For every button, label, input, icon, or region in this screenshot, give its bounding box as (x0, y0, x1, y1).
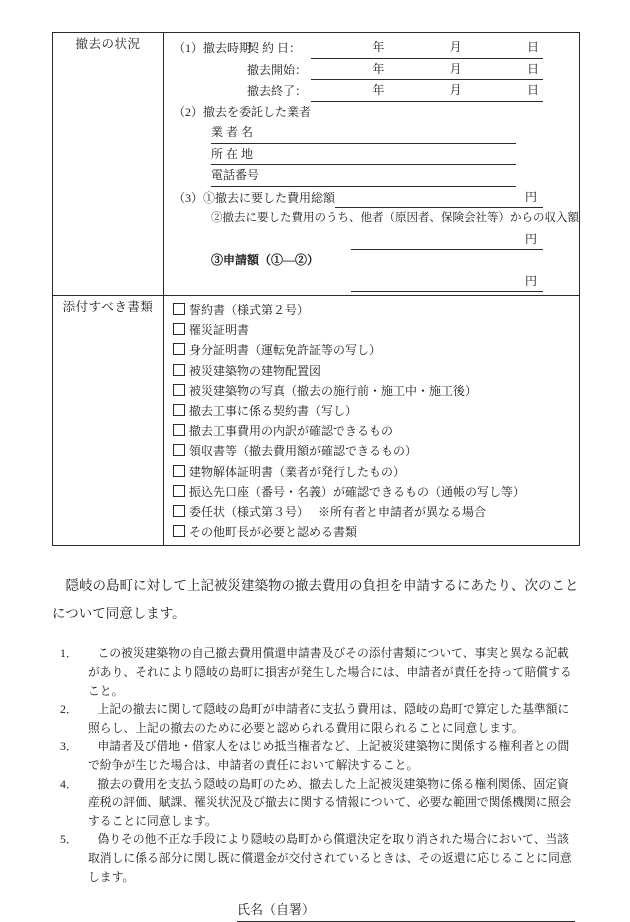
item-text: 上記の撤去に関して隠岐の島町が申請者に支払う費用は、隠岐の島町で算定した基準額に照らし、上記の撤去のために必要と認められる費用に限られることに同意します。 (88, 702, 570, 735)
item-number: 1． (60, 646, 78, 661)
day-unit: 日 (526, 61, 539, 76)
item-text: 撤去の費用を支払う隠岐の島町のため、撤去した上記被災建築物に係る権利関係、固定資産税の評価、賦課、罹災状況及び撤去に関する情報について、必要な範囲で関係機関に照会することに同意します。 (88, 776, 572, 828)
checkbox-icon (173, 525, 185, 537)
application-amount-blank: 円 (351, 271, 543, 293)
checklist-item: 被災建築物の写真（撤去の施行前・施工中・施工後） (173, 381, 571, 401)
checklist-item: 撤去工事費用の内訳が確認できるもの (173, 421, 571, 441)
checklist-item: その他町長が必要と認める書類 (173, 522, 571, 542)
checkbox-icon (173, 384, 185, 396)
attachments-row (53, 296, 580, 546)
checklist-item: 罹災証明書 (173, 320, 571, 340)
contractor-name-field: 業 者 名 (173, 122, 571, 144)
removal-start-blank (311, 59, 543, 81)
removal-end-label: 撤去終了： (247, 84, 308, 98)
item-number: 3． (60, 739, 78, 754)
year-unit: 年 (372, 83, 385, 97)
signature-line (237, 900, 575, 922)
contract-date-label: 契 約 日： (247, 41, 302, 55)
month-unit: 月 (449, 83, 462, 97)
consent-item (52, 737, 580, 774)
other-income-blank: 円 (351, 229, 543, 251)
month-unit: 月 (449, 61, 462, 76)
row-header-attachments: 添付すべき書類 (53, 296, 164, 546)
section1-prefix: （1）撤去時期 (173, 41, 252, 55)
checkbox-icon (173, 444, 185, 456)
removal-status-content (164, 33, 580, 296)
checklist-item: 撤去工事に係る契約書（写し） (173, 401, 571, 421)
consent-list (52, 644, 580, 886)
removal-start-line (173, 59, 571, 81)
removal-start-label: 撤去開始： (247, 62, 308, 77)
consent-item (52, 700, 580, 737)
checkbox-icon (173, 505, 185, 517)
removal-status-row (53, 33, 580, 296)
checklist-item: 委任状（様式第３号） ※所有者と申請者が異なる場合 (173, 502, 571, 522)
total-cost-line (173, 187, 571, 209)
checkbox-icon (173, 465, 185, 477)
application-amount-label-line: ③申請額（①―②） (211, 253, 320, 267)
checklist-item: 被災建築物の建物配置図 (173, 361, 571, 381)
checkbox-icon (173, 303, 185, 315)
checklist-item: 建物解体証明書（業者が発行したもの） (173, 462, 571, 482)
checkbox-icon (173, 323, 185, 335)
consent-item (52, 830, 580, 886)
section2-heading: （2）撤去を委託した業者 (173, 104, 312, 119)
year-unit: 年 (372, 61, 385, 76)
checklist-item: 領収書等（撤去費用額が確認できるもの） (173, 441, 571, 461)
total-cost-blank: 円 (335, 187, 543, 209)
item-number: 2． (60, 702, 78, 717)
checklist-item: 誓約書（様式第２号） (173, 300, 571, 320)
checkbox-icon (173, 343, 185, 355)
day-unit: 日 (526, 40, 539, 54)
removal-end-blank (311, 80, 543, 102)
checkbox-icon (173, 404, 185, 416)
item-text: 偽りその他不正な手段により隠岐の島町から償還決定を取り消された場合において、当該取消しに係る部分に関し既に償還金が交付されているときは、その返還に応じることに同意します。 (88, 832, 572, 884)
checklist-item: 身分証明書（運転免許証等の写し） (173, 340, 571, 360)
item-text: 申請者及び借地・借家人をはじめ抵当権者など、上記被災建築物に関係する権利者との間で紛争が生じた場合は、申請者の責任において解決すること。 (88, 739, 570, 772)
total-cost-label: （3）①撤去に要した費用総額 (173, 190, 336, 205)
item-text: この被災建築物の自己撤去費用償還申請書及びその添付書類について、事実と異なる記載があり、それにより隠岐の島町に損害が発生した場合には、申請者が責任を持って賠償すること。 (88, 646, 572, 698)
attachments-content (164, 296, 580, 546)
month-unit: 月 (449, 40, 462, 54)
other-income-amount-line (173, 229, 571, 251)
item-number: 4． (60, 776, 78, 791)
contract-date-line (173, 37, 571, 59)
removal-form-table (52, 32, 580, 546)
row-header-removal-status: 撤去の状況 (53, 33, 164, 296)
other-income-label-line: ②撤去に要した費用のうち、他者（原因者、保険会社等）からの収入額 (211, 212, 579, 224)
consent-item (52, 775, 580, 831)
contractor-phone-field: 電話番号 (173, 165, 571, 187)
contract-date-blank (311, 37, 543, 59)
item-number: 5． (60, 832, 78, 847)
consent-intro: 隠岐の島町に対して上記被災建築物の撤去費用の負担を申請するにあたり、次のことについて同意します。 (52, 578, 579, 622)
checkbox-icon (173, 485, 185, 497)
signature-label: 氏名（自署） (237, 902, 316, 918)
day-unit: 日 (526, 83, 539, 97)
application-amount-line (173, 271, 571, 293)
year-unit: 年 (372, 40, 385, 54)
consent-item (52, 644, 580, 700)
checkbox-icon (173, 424, 185, 436)
contractor-address-field: 所 在 地 (173, 144, 571, 166)
checkbox-icon (173, 364, 185, 376)
checklist-item: 振込先口座（番号・名義）が確認できるもの（通帳の写し等） (173, 482, 571, 502)
removal-end-line (173, 80, 571, 102)
